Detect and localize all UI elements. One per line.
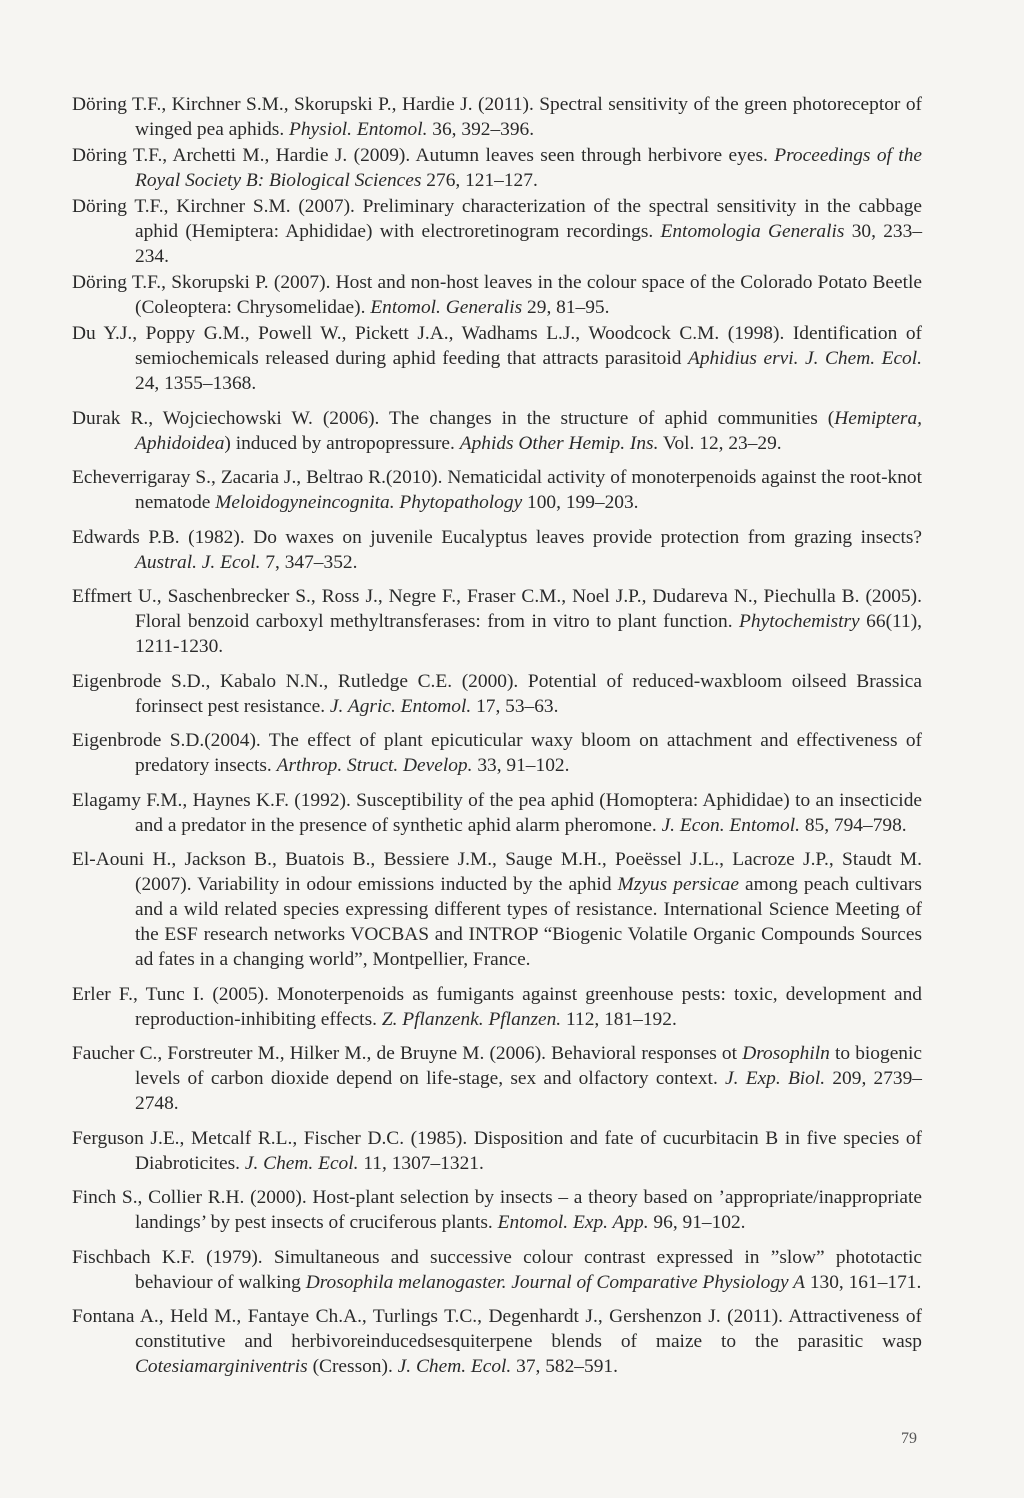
reference-italic-text: Meloidogyneincognita. Phytopathology [215, 492, 523, 513]
reference-text: 29, 81–95. [522, 297, 610, 318]
reference-text: 30, 233–234. [135, 221, 923, 267]
reference-italic-text: Cotesiamarginiventris [135, 1356, 308, 1377]
reference-text: to biogenic levels of carbon dioxide depend on life-stage, sex and olfactory context. [135, 1043, 922, 1089]
reference-italic-text: J. Chem. Ecol. [244, 1152, 359, 1174]
reference-italic-text: J. Econ. Entomol. [661, 814, 800, 836]
reference-text: Vol. 12, 23–29. [658, 432, 782, 454]
reference-italic-text: J. Agric. Entomol. [329, 695, 472, 717]
reference-list [72, 92, 922, 1389]
page-number: 79 [901, 1430, 917, 1447]
reference-text: Du Y.J., Poppy G.M., Powell W., Pickett J.A., Wadhams L.J., Woodcock C.M. (1998). Identification of semiochemicals released during aphid feeding that attracts parasitoid [72, 323, 922, 369]
reference-text: 96, 91–102. [648, 1212, 746, 1233]
reference-entry [72, 728, 922, 778]
reference-text: Döring T.F., Archetti M., Hardie J. (2009). Autumn leaves seen through herbivore eyes. [72, 145, 775, 166]
reference-italic-text: Mzyus persicae [617, 874, 739, 895]
reference-entry [72, 406, 922, 456]
reference-italic-text: Z. Pflanzenk. Pflanzen. [381, 1008, 562, 1030]
reference-italic-text: Austral. J. Ecol. [135, 551, 261, 573]
reference-italic-text: Drosophila melanogaster. Journal of Comparative Physiology A [305, 1271, 805, 1293]
reference-text: Edwards P.B. (1982). Do waxes on juvenile Eucalyptus leaves provide protection from grazing insects? [72, 526, 922, 548]
reference-text: Finch S., Collier R.H. (2000). Host-plant selection by insects – a theory based on ’appropriate/inappropriate landings’ by pest insects of cruciferous plants. [72, 1187, 922, 1233]
reference-entry [72, 1245, 922, 1295]
reference-entry [72, 788, 922, 838]
reference-text: 276, 121–127. [421, 170, 538, 191]
reference-text: 112, 181–192. [561, 1008, 677, 1030]
reference-entry [72, 1304, 922, 1379]
reference-italic-text: Drosophiln [742, 1043, 830, 1064]
reference-text: 11, 1307–1321. [358, 1152, 484, 1174]
reference-text: 66(11), 1211-1230. [135, 611, 922, 657]
reference-entry [72, 321, 922, 396]
reference-text: 24, 1355–1368. [135, 373, 257, 394]
reference-text: 7, 347–352. [260, 551, 358, 573]
reference-entry [72, 1185, 922, 1235]
reference-text: ) induced by antropopressure. [224, 432, 460, 454]
reference-italic-text: Entomol. Exp. App. [497, 1212, 649, 1233]
reference-entry [72, 525, 922, 575]
reference-entry [72, 669, 922, 719]
reference-text: 36, 392–396. [427, 119, 535, 140]
reference-text: 17, 53–63. [471, 695, 559, 717]
reference-entry [72, 194, 922, 269]
reference-italic-text: Hemiptera, Aphidoidea [135, 407, 922, 454]
reference-italic-text: Aphids Other Hemip. Ins. [459, 432, 659, 454]
reference-entry [72, 1126, 922, 1176]
reference-entry [72, 270, 922, 320]
reference-text: 85, 794–798. [799, 814, 907, 836]
reference-text: 100, 199–203. [522, 492, 639, 513]
reference-text: Erler F., Tunc I. (2005). Monoterpenoids as fumigants against greenhouse pests: toxic, development and reproduction-inhibiting effects. [72, 983, 922, 1030]
reference-italic-text: J. Chem. Ecol. [397, 1356, 512, 1377]
reference-text: 130, 161–171. [804, 1271, 922, 1293]
reference-text: 209, 2739–2748. [135, 1068, 923, 1114]
reference-text: (Cresson). [307, 1356, 398, 1377]
reference-text: Ferguson J.E., Metcalf R.L., Fischer D.C. (1985). Disposition and fate of cucurbitacin B in five species of Diabroticites. [72, 1127, 922, 1174]
reference-text: Döring T.F., Kirchner S.M., Skorupski P., Hardie J. (2011). Spectral sensitivity of the green photoreceptor of winged pea aphids. [72, 94, 922, 140]
reference-entry [72, 584, 922, 659]
reference-italic-text: Entomol. Generalis [370, 297, 523, 318]
reference-entry [72, 465, 922, 515]
reference-entry [72, 92, 922, 142]
reference-entry [72, 847, 922, 972]
reference-text: 33, 91–102. [472, 755, 570, 776]
reference-italic-text: Entomologia Generalis [660, 221, 845, 242]
reference-text: Fischbach K.F. (1979). Simultaneous and successive colour contrast expressed in ”slow” phototactic behaviour of walking [72, 1246, 922, 1293]
reference-text: Döring T.F., Kirchner S.M. (2007). Preliminary characterization of the spectral sensitivity in the cabbage aphid (Hemiptera: Aphididae) with electroretinogram recordings. [72, 196, 922, 242]
reference-text: El-Aouni H., Jackson B., Buatois B., Bessiere J.M., Sauge M.H., Poeëssel J.L., Lacroze J.P., Staudt M. (2007). Variability in odour emissions inducted by the aphid [72, 849, 922, 895]
reference-text: Effmert U., Saschenbrecker S., Ross J., Negre F., Fraser C.M., Noel J.P., Dudareva N., Piechulla B. (2005). Floral benzoid carboxyl methyltransferases: from in vitro to plant function. [72, 586, 922, 632]
reference-text: Durak R., Wojciechowski W. (2006). The changes in the structure of aphid communities ( [72, 407, 835, 429]
reference-italic-text: Aphidius ervi. J. Chem. Ecol. [688, 348, 922, 369]
reference-text: Faucher C., Forstreuter M., Hilker M., de Bruyne M. (2006). Behavioral responses ot [72, 1043, 743, 1064]
reference-text: Elagamy F.M., Haynes K.F. (1992). Susceptibility of the pea aphid (Homoptera: Aphididae) to an insecticide and a predator in the presence of synthetic aphid alarm pheromone. [72, 789, 922, 836]
reference-entry [72, 143, 922, 193]
reference-entry [72, 1041, 922, 1116]
reference-text: Eigenbrode S.D., Kabalo N.N., Rutledge C.E. (2000). Potential of reduced-waxbloom oilseed Brassica forinsect pest resistance. [72, 670, 922, 717]
reference-entry [72, 982, 922, 1032]
reference-italic-text: J. Exp. Biol. [725, 1068, 826, 1089]
reference-text: 37, 582–591. [511, 1356, 618, 1377]
reference-text: among peach cultivars and a wild related species expressing different types of resistance. International Science Meeting of the ESF research networks VOCBAS and INTROP “Biogenic Volatile Organic Compounds Sources ad fates in a changing world”, Montpellier, France. [135, 874, 922, 970]
reference-italic-text: Proceedings of the Royal Society B: Biological Sciences [135, 145, 922, 191]
reference-text: Döring T.F., Skorupski P. (2007). Host and non-host leaves in the colour space of the Colorado Potato Beetle (Coleoptera: Chrysomelidae). [72, 272, 922, 318]
reference-text: Eigenbrode S.D.(2004). The effect of plant epicuticular waxy bloom on attachment and effectiveness of predatory insects. [72, 730, 922, 776]
reference-italic-text: Physiol. Entomol. [289, 119, 428, 140]
reference-italic-text: Phytochemistry [739, 611, 860, 632]
reference-text: Fontana A., Held M., Fantaye Ch.A., Turlings T.C., Degenhardt J., Gershenzon J. (2011). Attractiveness of constitutive and herbivoreinducedsesquiterpene blends of maize to the parasitic wasp [72, 1306, 922, 1352]
reference-italic-text: Arthrop. Struct. Develop. [276, 755, 473, 776]
reference-text: Echeverrigaray S., Zacaria J., Beltrao R.(2010). Nematicidal activity of monoterpenoids against the root-knot nematode [72, 467, 922, 513]
